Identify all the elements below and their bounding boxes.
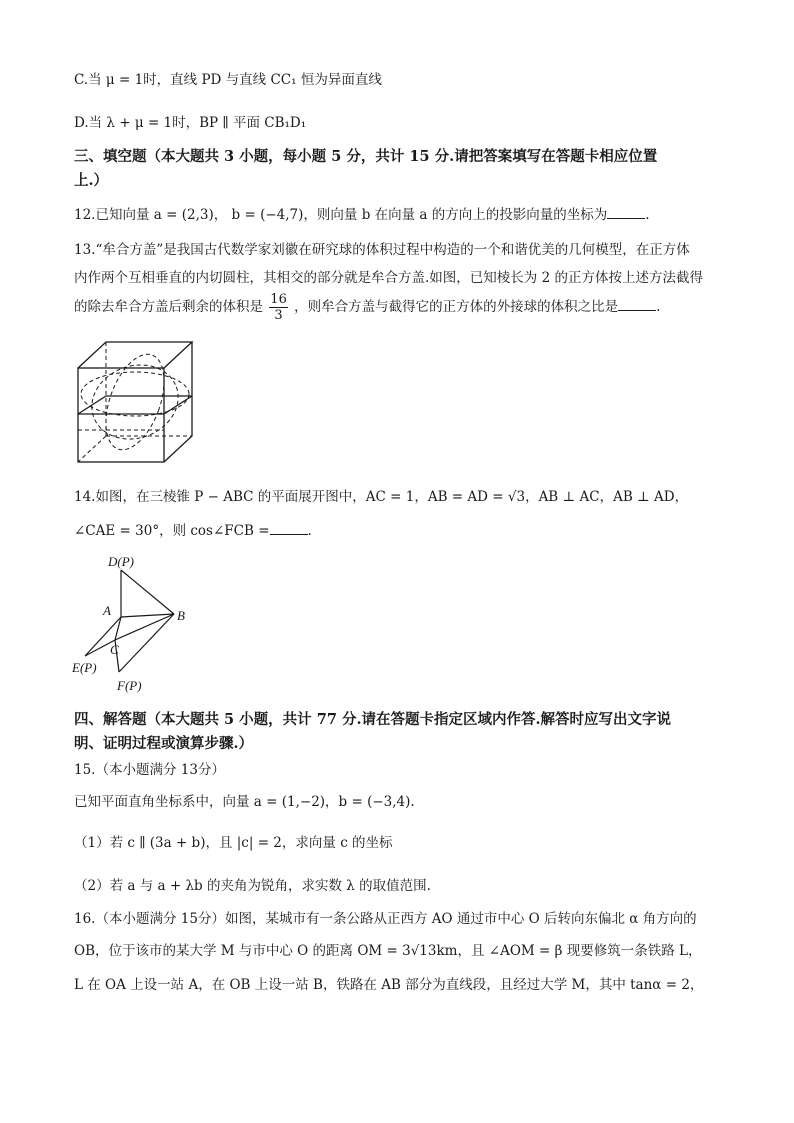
label-c: C	[110, 642, 119, 657]
q14-end: .	[307, 523, 312, 539]
fraction-denominator: 3	[274, 308, 283, 323]
section3-heading-2: 上.）	[74, 172, 109, 189]
answer-blank[interactable]	[270, 520, 308, 535]
q15-stem: 已知平面直角坐标系中，向量 a = (1,−2)，b = (−3,4).	[74, 794, 415, 810]
mouhefanggai-figure	[74, 338, 196, 466]
answer-blank[interactable]	[607, 204, 645, 219]
q12-text-c: b = (−4,7)，则向量	[231, 207, 358, 223]
q15-part1: （1）若 c ∥ (3a + b)，且 |c| = 2，求向量 c 的坐标	[74, 835, 393, 851]
fraction-numerator: 16	[270, 292, 287, 307]
section3-heading-1: 三、填空题（本大题共 3 小题，每小题 5 分，共计 15 分.请把答案填写在答题卡相应位置	[74, 148, 658, 165]
fraction	[269, 292, 288, 323]
q16-line3: L 在 OA 上设一站 A，在 OB 上设一站 B，铁路在 AB 部分为直线段，且经过大学 M，其中 tanα = 2，	[74, 977, 704, 993]
q12-text-a: 12.已知向量	[74, 207, 150, 223]
q13-line1: 13.“牟合方盖”是我国古代数学家刘徽在研究球的体积过程中构造的一个和谐优美的几何模型，在正方体	[74, 242, 690, 258]
q12	[74, 204, 650, 225]
q12-end: .	[645, 207, 650, 223]
q13-line3	[74, 292, 660, 323]
q13-line3-b: ，则牟合方盖与截得它的正方体的外接球的体积之比是	[294, 299, 619, 315]
q13-end: .	[656, 299, 661, 315]
q13-line2: 内作两个互相垂直的内切圆柱，其相交的部分就是牟合方盖.如图，已知棱长为 2 的正方体按上述方法截得	[74, 270, 703, 286]
label-a: A	[103, 603, 111, 618]
q15-part2: （2）若 a 与 a + λb 的夹角为锐角，求实数 λ 的取值范围.	[74, 878, 431, 894]
label-f: F(P)	[117, 678, 142, 693]
answer-blank[interactable]	[618, 296, 656, 311]
q12-text-d: b 在向量	[361, 207, 416, 223]
label-e: E(P)	[72, 660, 97, 675]
option-c: C.当 μ = 1时，直线 PD 与直线 CC₁ 恒为异面直线	[74, 72, 382, 88]
unfolded-pyramid-figure	[70, 548, 210, 698]
label-d: D(P)	[108, 554, 134, 569]
section4-heading-2: 明、证明过程或演算步骤.）	[74, 735, 254, 752]
q16-line1: 16.（本小题满分 15分）如图，某城市有一条公路从正西方 AO 通过市中心 O 后转向东偏北 α 角方向的	[74, 911, 697, 927]
q12-text-e: a 的方向上的投影向量的坐标为	[419, 207, 608, 223]
q14-line2-text: ∠CAE = 30°，则 cos∠FCB =	[74, 523, 270, 539]
q12-text-b: a = (2,3)，	[153, 207, 228, 223]
q15-title: 15.（本小题满分 13分）	[74, 762, 225, 778]
q14-line1: 14.如图，在三棱锥 P − ABC 的平面展开图中，AC = 1，AB = AD = √3，AB ⊥ AC，AB ⊥ AD，	[74, 489, 689, 505]
section4-heading-1: 四、解答题（本大题共 5 小题，共计 77 分.请在答题卡指定区域内作答.解答时应写出文字说	[74, 711, 672, 728]
label-b: B	[177, 608, 185, 623]
q14-line2	[74, 520, 312, 541]
q16-line2: OB，位于该市的某大学 M 与市中心 O 的距离 OM = 3√13km，且 ∠AOM = β 现要修筑一条铁路 L，	[74, 943, 702, 959]
q13-line3-a: 的除去牟合方盖后剩余的体积是	[74, 299, 263, 315]
option-d: D.当 λ + μ = 1时，BP ∥ 平面 CB₁D₁	[74, 115, 307, 131]
